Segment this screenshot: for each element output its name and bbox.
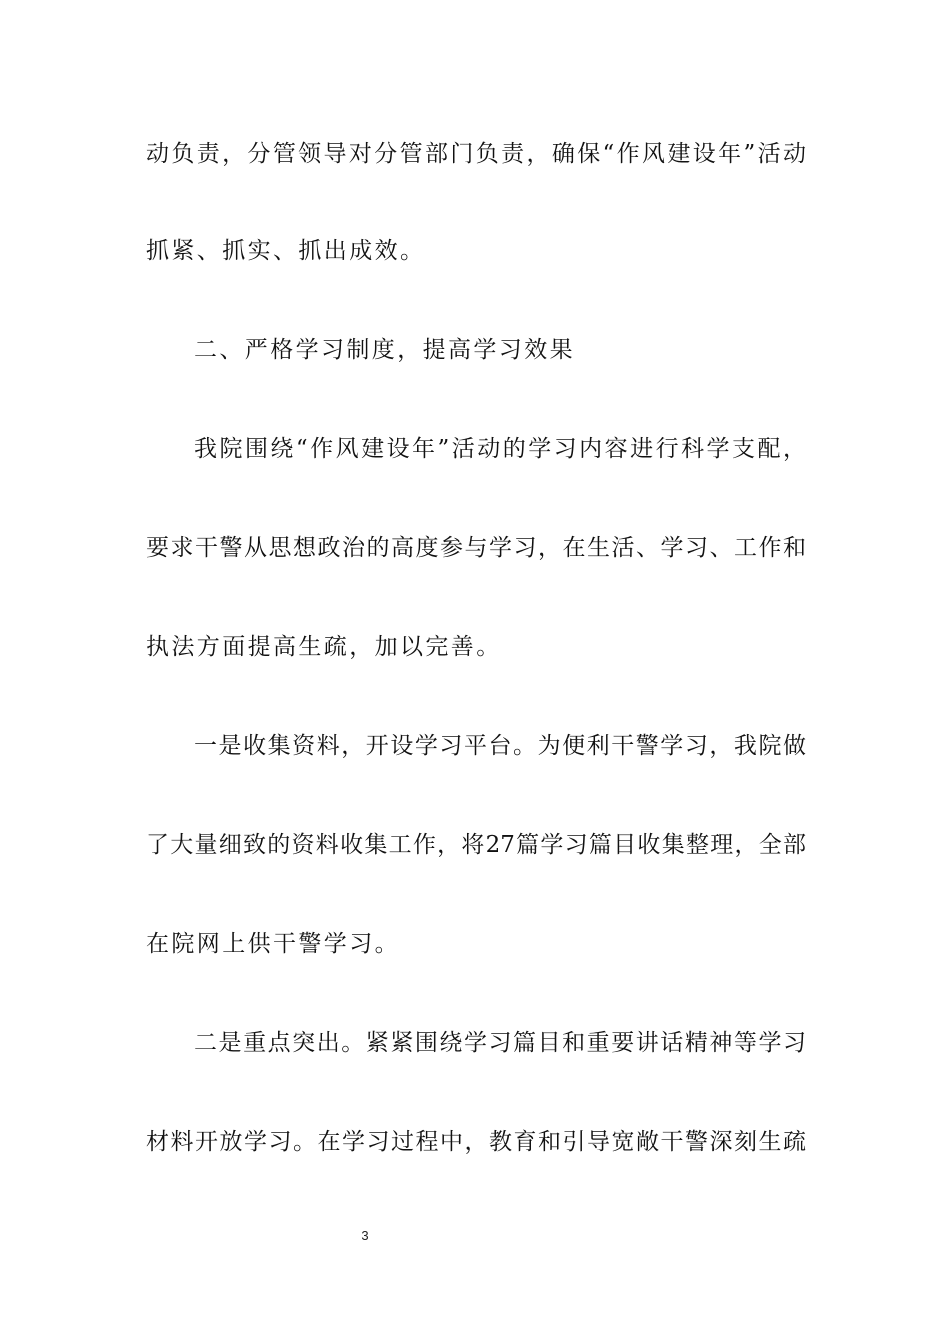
section-heading: 二、严格学习制度，提高学习效果 bbox=[194, 337, 575, 363]
paragraph-line: 材料开放学习。在学习过程中，教育和引导宽敞干警深刻生疏 bbox=[146, 1129, 806, 1155]
paragraph-line: 在院网上供干警学习。 bbox=[146, 931, 400, 957]
paragraph-line: 我院围绕“作风建设年”活动的学习内容进行科学支配， bbox=[194, 436, 806, 462]
paragraph-line: 要求干警从思想政治的高度参与学习，在生活、学习、工作和 bbox=[146, 535, 806, 561]
paragraph-line: 动负责，分管领导对分管部门负责，确保“作风建设年”活动 bbox=[146, 141, 806, 167]
paragraph-line: 抓紧、抓实、抓出成效。 bbox=[146, 238, 426, 264]
page-number: 3 bbox=[361, 1228, 369, 1243]
paragraph-line: 执法方面提高生疏，加以完善。 bbox=[146, 634, 502, 660]
paragraph-line: 了大量细致的资料收集工作，将27篇学习篇目收集整理，全部 bbox=[146, 832, 806, 858]
paragraph-line: 一是收集资料，开设学习平台。为便利干警学习，我院做 bbox=[194, 733, 806, 759]
paragraph-line: 二是重点突出。紧紧围绕学习篇目和重要讲话精神等学习 bbox=[194, 1030, 806, 1056]
